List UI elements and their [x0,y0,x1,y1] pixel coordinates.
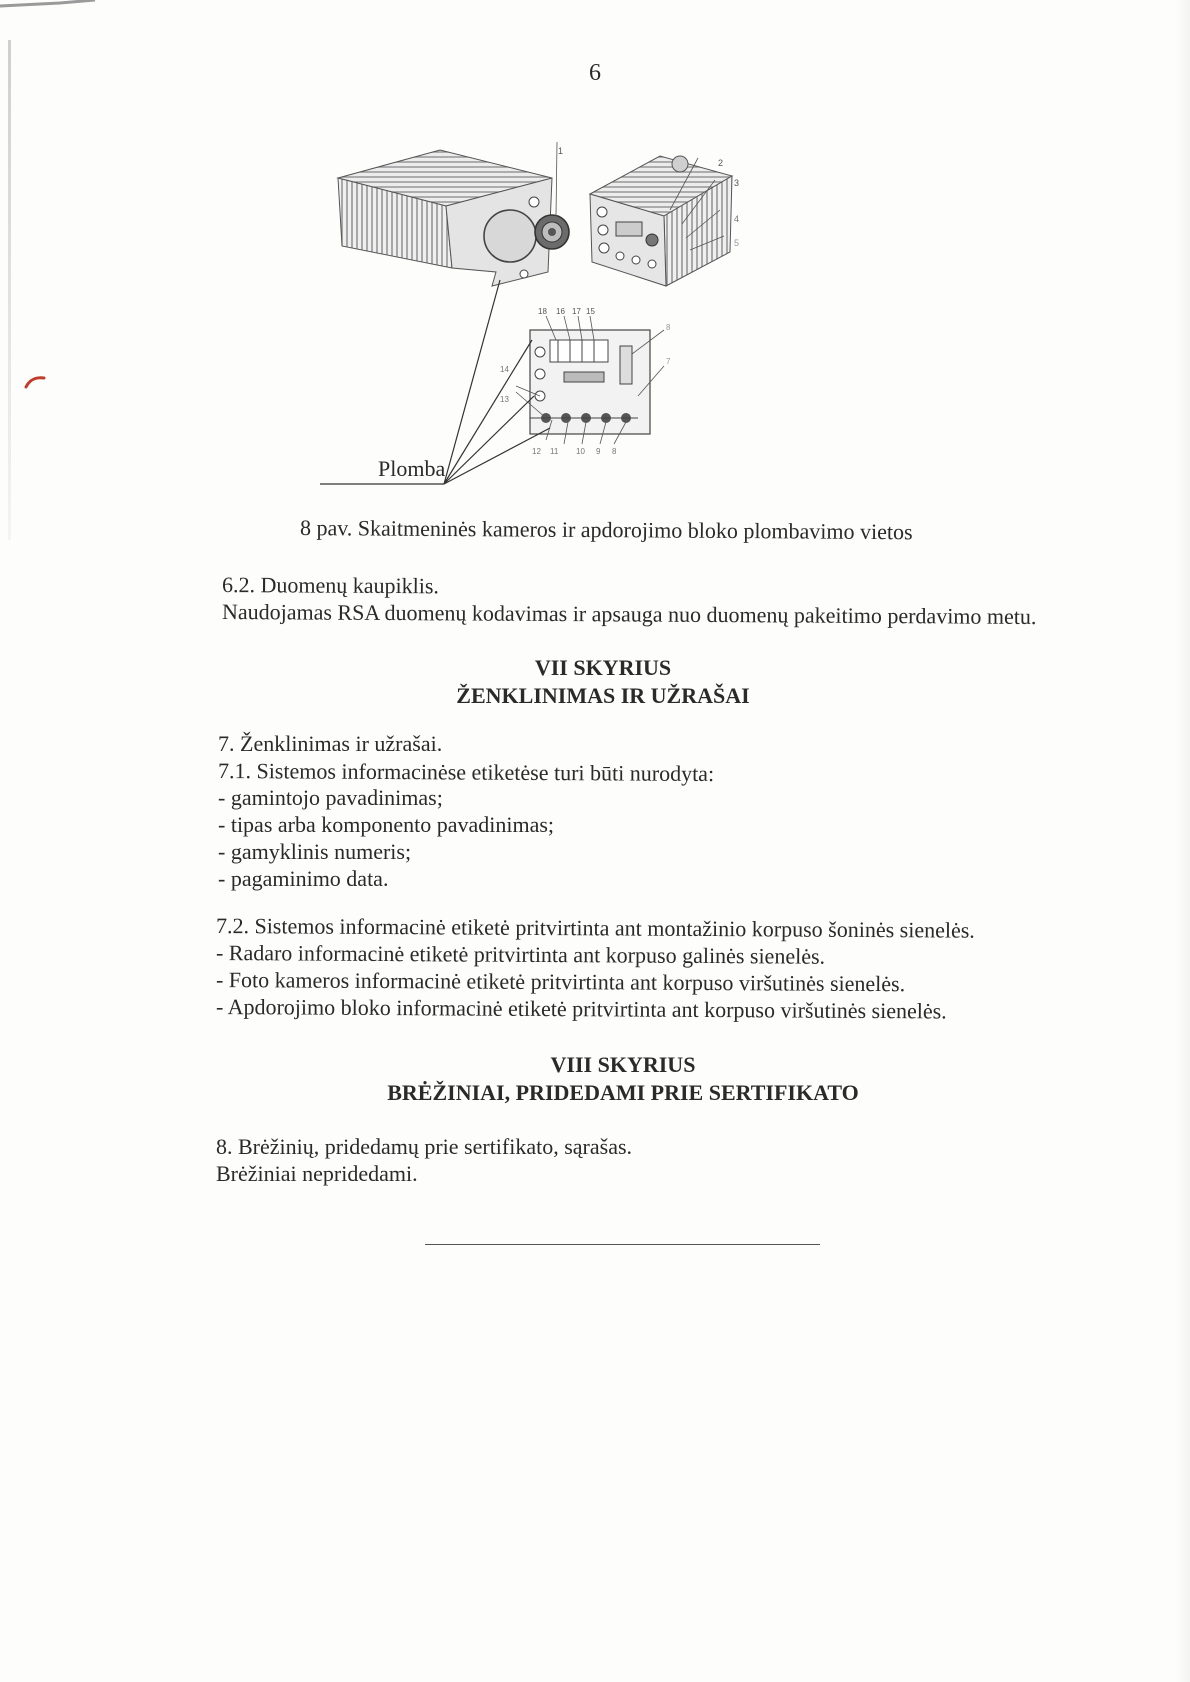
chapter-8-number: VIII SKYRIUS [550,1052,696,1077]
section-6-2-heading: 6.2. Duomenų kaupiklis. [221,572,440,599]
end-separator [425,1244,820,1245]
callout-3: 3 [734,178,740,188]
chapter-7-list-item: - gamintojo pavadinimas; [218,785,443,810]
chapter-8-item: 8. Brėžinių, pridedamų prie sertifikato, sąrašas. [216,1134,633,1159]
processing-unit-illustration [556,142,732,286]
seal-leader-lines [320,280,550,484]
digital-camera-illustration [338,150,569,286]
callout-1: 1 [558,146,564,156]
chapter-7-list-item: - pagaminimo data. [218,866,389,891]
page-number: 6 [589,60,601,86]
seal-label: Plomba [378,456,446,481]
callout-15: 15 [586,307,595,316]
callout-2: 2 [718,158,724,168]
chapter-7-list-item: - tipas arba komponento pavadinimas; [218,812,555,837]
callout-5: 5 [734,238,740,248]
callout-7: 7 [666,357,671,366]
callout-4: 4 [734,214,740,224]
chapter-7-2-list-item: - Apdorojimo bloko informacinė etiketė pritvirtinta ant korpuso viršutinės sienelės. [215,994,947,1024]
red-pen-mark [24,375,46,389]
chapter-7-1: 7.1. Sistemos informacinėse etiketėse turi būti nurodyta: [217,758,715,787]
callout-17: 17 [572,307,581,316]
chapter-8-text: Brėžiniai nepridedami. [216,1161,418,1186]
chapter-7-number: VII SKYRIUS [534,655,672,680]
chapter-7-2-list-item: - Radaro informacinė etiketė pritvirtinta ant korpuso galinės sienelės. [215,940,826,969]
section-6-2-text: Naudojamas RSA duomenų kodavimas ir apsauga nuo duomenų pakeitimo perdavimo metu. [221,599,1037,629]
callout-16: 16 [556,307,565,316]
connector-panel-detail [516,316,664,444]
callout-14: 14 [500,365,509,374]
callout-8-side: 8 [666,323,671,332]
chapter-7-2: 7.2. Sistemos informacinė etiketė pritvirtinta ant montažinio korpuso šoninės sienelės. [215,913,975,943]
callout-12: 12 [532,447,541,456]
device-figure [320,140,820,485]
chapter-7-item: 7. Ženklinimas ir užrašai. [218,731,443,756]
callout-13: 13 [500,395,509,404]
scan-right-shadow [1176,0,1190,1682]
scan-left-edge [8,40,11,540]
chapter-8-title: BRĖŽINIAI, PRIDEDAMI PRIE SERTIFIKATO [387,1080,859,1105]
callout-10: 10 [576,447,585,456]
chapter-7-list-item: - gamyklinis numeris; [218,839,412,864]
figure-caption: 8 pav. Skaitmeninės kameros ir apdorojimo bloko plombavimo vietos [299,515,913,545]
chapter-7-title: ŽENKLINIMAS IR UŽRAŠAI [456,683,750,708]
callout-11: 11 [550,447,559,456]
callout-9: 9 [596,447,601,456]
scan-edge-mark [0,0,100,10]
callout-18: 18 [538,307,547,316]
callout-8-bottom: 8 [612,447,617,456]
chapter-7-2-list-item: - Foto kameros informacinė etiketė pritvirtinta ant korpuso viršutinės sienelės. [215,967,906,997]
